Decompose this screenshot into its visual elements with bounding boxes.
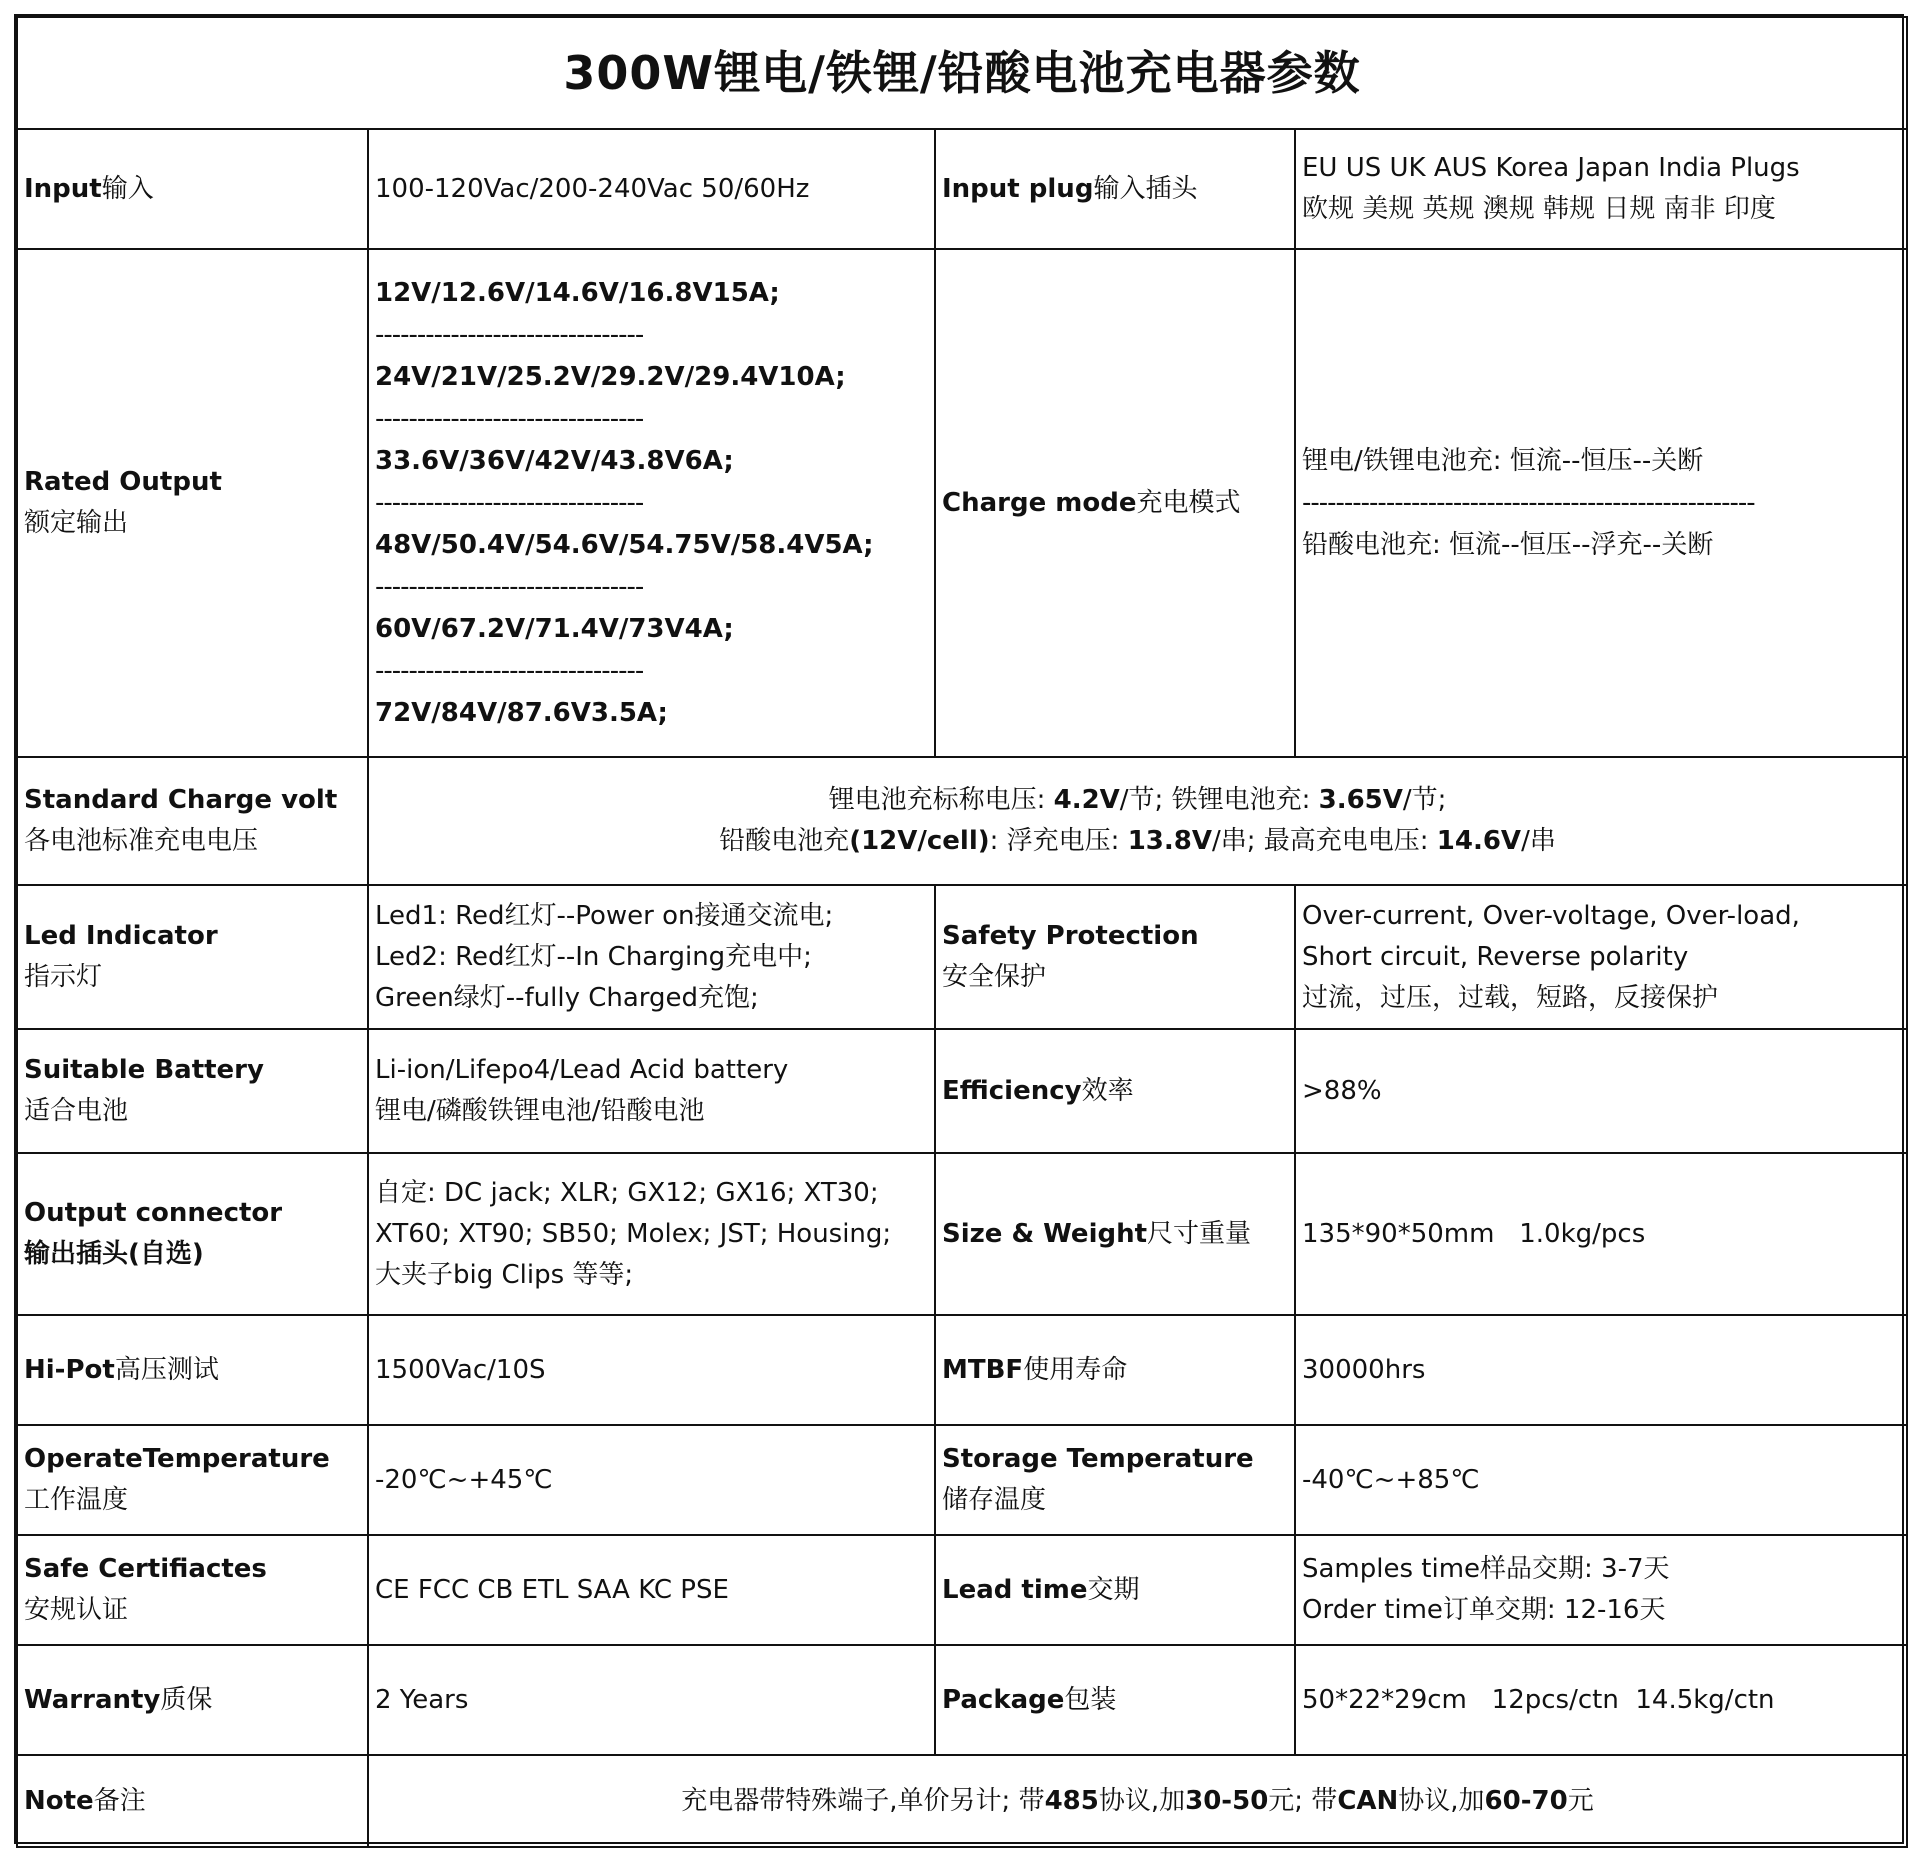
label-efficiency — [935, 1029, 1295, 1153]
value-charge-mode — [1295, 249, 1907, 757]
std-value: 14.6V — [1436, 826, 1522, 856]
plug-line-en: EU US UK AUS Korea Japan India Plugs — [1302, 153, 1800, 183]
label-mtbf-en: MTBF — [942, 1354, 1024, 1385]
value-safety — [1295, 885, 1907, 1029]
label-lead-time — [935, 1535, 1295, 1645]
plug-line-zh: 欧规 美规 英规 澳规 韩规 日规 南非 印度 — [1302, 194, 1776, 224]
led-line: Led1: Red红灯--Power on接通交流电; — [375, 900, 834, 931]
label-efficiency-zh: 效率 — [1081, 1075, 1134, 1106]
label-warranty — [17, 1645, 368, 1755]
charge-mode-lead-acid: 铅酸电池充: 恒流--恒压--浮充--关断 — [1302, 529, 1714, 560]
label-charge-mode — [935, 249, 1295, 757]
row-standard-charge — [17, 757, 1907, 885]
row-note — [17, 1755, 1907, 1847]
lead-time-samples: Samples time样品交期: 3-7天 — [1302, 1554, 1670, 1584]
note-value: 485 — [1044, 1785, 1099, 1816]
row-led — [17, 885, 1907, 1029]
label-operate-temp-zh: 工作温度 — [24, 1485, 129, 1515]
rated-value: 60V/67.2V/71.4V/73V4A; — [375, 613, 734, 644]
battery-line-zh: 锂电/磷酸铁锂电池/铅酸电池 — [375, 1096, 705, 1126]
rated-separator: -------------------------------- — [375, 571, 644, 602]
value-connector — [368, 1153, 935, 1315]
row-hipot — [17, 1315, 1907, 1425]
row-temperature — [17, 1425, 1907, 1535]
label-connector — [17, 1153, 368, 1315]
connector-line: XT60; XT90; SB50; Molex; JST; Housing; — [375, 1218, 892, 1249]
label-rated-output — [17, 249, 368, 757]
label-standard-charge-zh: 各电池标准充电电压 — [24, 826, 259, 856]
label-standard-charge — [17, 757, 368, 885]
value-battery — [368, 1029, 935, 1153]
std-text: 锂电池充标称电压: — [828, 785, 1054, 815]
lead-time-order: Order time订单交期: 12-16天 — [1302, 1595, 1666, 1625]
label-note — [17, 1755, 368, 1847]
label-note-zh: 备注 — [93, 1785, 146, 1816]
std-text: /节; 铁锂电池充: — [1119, 785, 1319, 815]
label-lead-time-zh: 交期 — [1087, 1574, 1140, 1605]
label-battery — [17, 1029, 368, 1153]
value-input-plug — [1295, 129, 1907, 249]
label-led-en: Led Indicator — [24, 921, 218, 951]
safety-line: Over-current, Over-voltage, Over-load, — [1302, 900, 1800, 931]
label-package-en: Package — [942, 1684, 1065, 1715]
page-title: 300W锂电/铁锂/铅酸电池充电器参数 — [17, 17, 1907, 129]
label-charge-mode-en: Charge mode — [942, 487, 1137, 518]
note-text: 协议,加 — [1398, 1785, 1485, 1816]
note-text: 元 — [1567, 1785, 1594, 1816]
label-input-plug-zh: 输入插头 — [1093, 173, 1198, 204]
title-row — [17, 17, 1907, 129]
row-rated-output — [17, 249, 1907, 757]
value-mtbf: 30000hrs — [1295, 1315, 1907, 1425]
label-standard-charge-en: Standard Charge volt — [24, 785, 338, 815]
label-hipot-zh: 高压测试 — [114, 1354, 219, 1385]
label-storage-temp-zh: 储存温度 — [942, 1485, 1047, 1515]
std-text: /节; — [1402, 785, 1447, 815]
label-warranty-en: Warranty — [24, 1684, 161, 1715]
charge-mode-separator: ------------------------------------------------------ — [1302, 487, 1755, 518]
led-line: Led2: Red红灯--In Charging充电中; — [375, 941, 812, 972]
note-text: 元; 带 — [1268, 1785, 1338, 1816]
label-storage-temp — [935, 1425, 1295, 1535]
rated-value: 12V/12.6V/14.6V/16.8V15A; — [375, 277, 780, 308]
label-led-zh: 指示灯 — [24, 962, 103, 992]
rated-separator: -------------------------------- — [375, 319, 644, 350]
std-text: /串; 最高充电电压: — [1211, 826, 1437, 856]
label-mtbf-zh: 使用寿命 — [1023, 1354, 1128, 1385]
value-led — [368, 885, 935, 1029]
std-value: 3.65V — [1318, 785, 1403, 815]
row-battery — [17, 1029, 1907, 1153]
spec-sheet — [14, 14, 1904, 1844]
label-rated-output-en: Rated Output — [24, 467, 222, 497]
label-battery-en: Suitable Battery — [24, 1055, 264, 1085]
charge-mode-lithium: 锂电/铁锂电池充: 恒流--恒压--关断 — [1302, 445, 1704, 476]
standard-charge-line2 — [375, 821, 1900, 862]
label-input — [17, 129, 368, 249]
value-input: 100-120Vac/200-240Vac 50/60Hz — [368, 129, 935, 249]
value-efficiency: >88% — [1295, 1029, 1907, 1153]
label-warranty-zh: 质保 — [160, 1684, 213, 1715]
std-text: : 浮充电压: — [989, 826, 1128, 856]
value-lead-time — [1295, 1535, 1907, 1645]
rated-separator: -------------------------------- — [375, 487, 644, 518]
label-size-weight-en: Size & Weight — [942, 1218, 1148, 1249]
std-text: 铅酸电池充 — [719, 826, 850, 856]
value-hipot: 1500Vac/10S — [368, 1315, 935, 1425]
label-efficiency-en: Efficiency — [942, 1075, 1082, 1106]
rated-value: 48V/50.4V/54.6V/54.75V/58.4V5A; — [375, 529, 874, 560]
row-certificates — [17, 1535, 1907, 1645]
std-value: 4.2V — [1053, 785, 1120, 815]
label-connector-zh: 输出插头(自选) — [24, 1239, 204, 1269]
value-rated-output — [368, 249, 935, 757]
rated-separator: -------------------------------- — [375, 655, 644, 686]
label-safety-zh: 安全保护 — [942, 962, 1047, 992]
label-input-en: Input — [24, 173, 102, 204]
label-hipot-en: Hi-Pot — [24, 1354, 115, 1385]
rated-separator: -------------------------------- — [375, 403, 644, 434]
label-storage-temp-en: Storage Temperature — [942, 1444, 1254, 1474]
note-value: CAN — [1337, 1785, 1399, 1816]
label-package — [935, 1645, 1295, 1755]
label-operate-temp — [17, 1425, 368, 1535]
label-safety — [935, 885, 1295, 1029]
led-line: Green绿灯--fully Charged充饱; — [375, 982, 759, 1013]
rated-value: 72V/84V/87.6V3.5A; — [375, 697, 668, 728]
label-rated-output-zh: 额定输出 — [24, 508, 129, 538]
battery-line-en: Li-ion/Lifepo4/Lead Acid battery — [375, 1055, 789, 1085]
label-input-plug — [935, 129, 1295, 249]
value-size-weight: 135*90*50mm 1.0kg/pcs — [1295, 1153, 1907, 1315]
value-storage-temp: -40℃~+85℃ — [1295, 1425, 1907, 1535]
label-certificates — [17, 1535, 368, 1645]
label-led — [17, 885, 368, 1029]
spec-table — [16, 16, 1908, 1848]
connector-line: 大夹子big Clips 等等; — [375, 1259, 634, 1290]
standard-charge-line1 — [375, 780, 1900, 821]
label-note-en: Note — [24, 1785, 94, 1816]
value-certificates: CE FCC CB ETL SAA KC PSE — [368, 1535, 935, 1645]
label-package-zh: 包装 — [1064, 1684, 1117, 1715]
label-connector-en: Output connector — [24, 1198, 283, 1228]
note-value: 30-50 — [1185, 1785, 1269, 1816]
note-text: 充电器带特殊端子,单价另计; 带 — [681, 1785, 1045, 1816]
label-certificates-zh: 安规认证 — [24, 1595, 129, 1625]
label-battery-zh: 适合电池 — [24, 1096, 129, 1126]
value-note — [368, 1755, 1907, 1847]
rated-value: 24V/21V/25.2V/29.2V/29.4V10A; — [375, 361, 846, 392]
safety-line: Short circuit, Reverse polarity — [1302, 941, 1689, 972]
value-warranty: 2 Years — [368, 1645, 935, 1755]
std-text: /串 — [1521, 826, 1556, 856]
label-certificates-en: Safe Certifiactes — [24, 1554, 267, 1584]
value-package: 50*22*29cm 12pcs/ctn 14.5kg/ctn — [1295, 1645, 1907, 1755]
label-charge-mode-zh: 充电模式 — [1136, 487, 1241, 518]
label-input-zh: 输入 — [101, 173, 154, 204]
value-operate-temp: -20℃~+45℃ — [368, 1425, 935, 1535]
safety-line: 过流，过压，过载，短路，反接保护 — [1302, 982, 1719, 1013]
std-value: (12V/cell) — [849, 826, 990, 856]
label-size-weight — [935, 1153, 1295, 1315]
note-text: 协议,加 — [1098, 1785, 1186, 1816]
row-warranty — [17, 1645, 1907, 1755]
std-value: 13.8V — [1127, 826, 1212, 856]
label-mtbf — [935, 1315, 1295, 1425]
label-input-plug-en: Input plug — [942, 173, 1094, 204]
label-hipot — [17, 1315, 368, 1425]
label-lead-time-en: Lead time — [942, 1574, 1088, 1605]
connector-line: 自定: DC jack; XLR; GX12; GX16; XT30; — [375, 1177, 879, 1208]
label-size-weight-zh: 尺寸重量 — [1147, 1218, 1252, 1249]
row-connector — [17, 1153, 1907, 1315]
label-safety-en: Safety Protection — [942, 921, 1199, 951]
value-standard-charge — [368, 757, 1907, 885]
note-value: 60-70 — [1484, 1785, 1568, 1816]
rated-value: 33.6V/36V/42V/43.8V6A; — [375, 445, 734, 476]
label-operate-temp-en: OperateTemperature — [24, 1444, 330, 1474]
row-input — [17, 129, 1907, 249]
